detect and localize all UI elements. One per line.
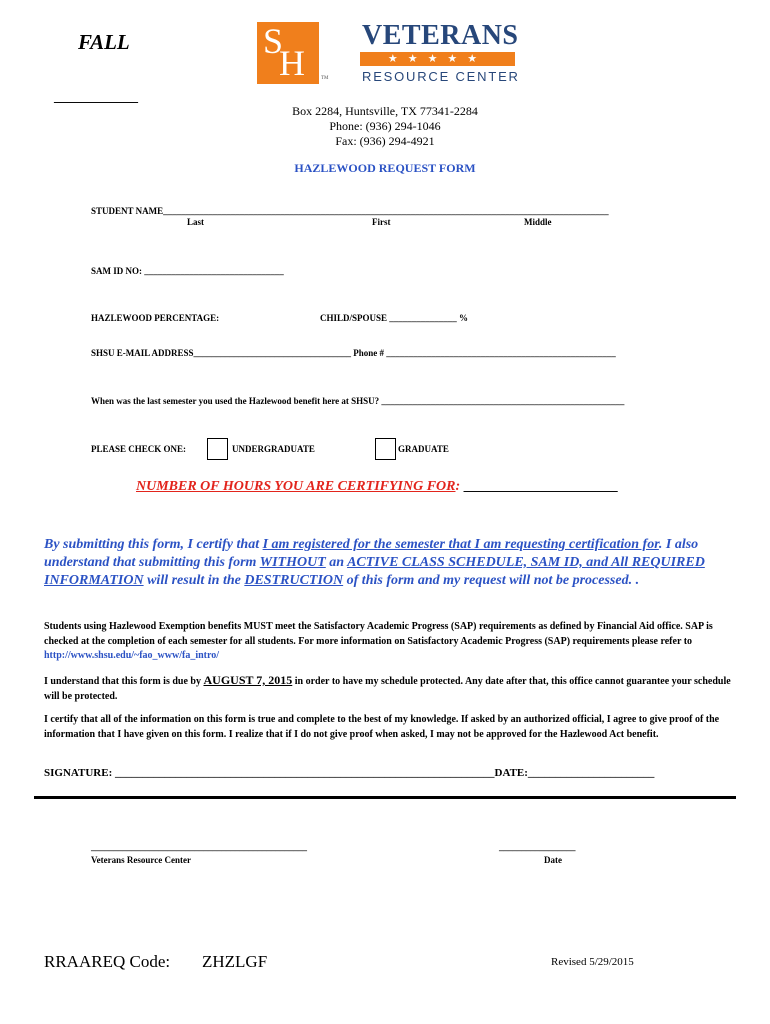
check-one-label: PLEASE CHECK ONE: [91, 444, 187, 454]
office-date-label: Date [544, 855, 562, 865]
brand-subtitle: RESOURCE CENTER [362, 69, 520, 84]
undergraduate-checkbox[interactable] [207, 438, 228, 460]
hours-blank: ______________________ [460, 479, 618, 494]
due-date: AUGUST 7, 2015 [203, 673, 293, 687]
code-label: RRAAREQ Code: [44, 952, 171, 971]
last-semester-field[interactable]: When was the last semester you used the Hazlewood benefit here at SHSU? ______________________________________________________ [91, 396, 625, 406]
brand-stars: ★★★★★ [360, 52, 515, 66]
signature-date-field[interactable]: SIGNATURE: _____________________________________________________________________DATE:_______________________ [44, 767, 655, 779]
child-spouse-field[interactable]: CHILD/SPOUSE _______________ % [320, 313, 469, 323]
form-title: HAZLEWOOD REQUEST FORM [294, 161, 476, 175]
hours-certifying-field[interactable] [136, 479, 618, 495]
logo-letter-h: H [279, 43, 305, 83]
brand-title: VETERANS [362, 20, 519, 51]
middle-name-label: Middle [524, 217, 552, 227]
shsu-logo [257, 22, 319, 84]
graduate-label: GRADUATE [398, 444, 449, 454]
phone: Phone: (936) 294-1046 [329, 119, 441, 133]
hazlewood-percentage-label: HAZLEWOOD PERCENTAGE: [91, 313, 220, 323]
code-value: ZHZLGF [202, 952, 268, 971]
email-phone-field[interactable]: SHSU E-MAIL ADDRESS___________________________________ Phone # ___________________________________________________ [91, 348, 616, 358]
term-blank: ____________ [54, 90, 138, 105]
hours-colon: : [455, 479, 461, 494]
fax: Fax: (936) 294-4921 [335, 134, 435, 148]
hours-label: NUMBER OF HOURS YOU ARE CERTIFYING FOR [136, 479, 456, 494]
divider [34, 796, 736, 799]
office-date-line: _________________ [499, 842, 576, 852]
vrc-label: Veterans Resource Center [91, 855, 191, 865]
financial-aid-link[interactable]: http://www.shsu.edu/~fao_www/fa_intro/ [44, 650, 220, 661]
first-name-label: First [372, 217, 391, 227]
logo-letter-s: S [263, 21, 284, 61]
address: Box 2284, Huntsville, TX 77341-2284 [292, 104, 478, 118]
vrc-signature-line: ________________________________________________ [91, 842, 307, 852]
student-name-field[interactable]: STUDENT NAME___________________________________________________________________________________________________ [91, 206, 609, 216]
certification-statement: By submitting this form, I certify that I am registered for the semester that I am requesting certification for. I also understand that submitting this form WITHOUT an ACTIVE CLASS SCHEDULE, SAM ID, and All REQUIRED INFORMATION will result in the DESTRUCTION of this form and my request will not be processed. . [44, 537, 705, 588]
revised-date: Revised 5/29/2015 [551, 956, 634, 968]
last-name-label: Last [187, 217, 205, 227]
certify-paragraph: I certify that all of the information on this form is true and complete to the best of my knowledge. If asked by an authorized official, I agree to give proof of the information that I have given on this form. I realize that if I do not give proof when asked, I may not be approved for the Hazlewood Act benefit. [44, 714, 720, 740]
graduate-checkbox[interactable] [375, 438, 396, 460]
undergraduate-label: UNDERGRADUATE [232, 444, 315, 454]
sap-paragraph: Students using Hazlewood Exemption benefits MUST meet the Satisfactory Academic Progress (SAP) requirements as defined by Financial Aid office. SAP is checked at the completion of each semester for all students. For more information on Satisfactory Academic Progress (SAP) requirements please refer to http://www.shsu.edu/~fao_www/fa_intro/ [44, 621, 713, 661]
due-date-paragraph: I understand that this form is due by AUGUST 7, 2015 in order to have my schedule protected. Any date after that, this office cannot guarantee your schedule will be protected. [44, 673, 731, 702]
term-label: FALL [78, 30, 130, 54]
logo-trademark: TM [321, 76, 329, 81]
sam-id-field[interactable]: SAM ID NO: _______________________________ [91, 266, 284, 276]
